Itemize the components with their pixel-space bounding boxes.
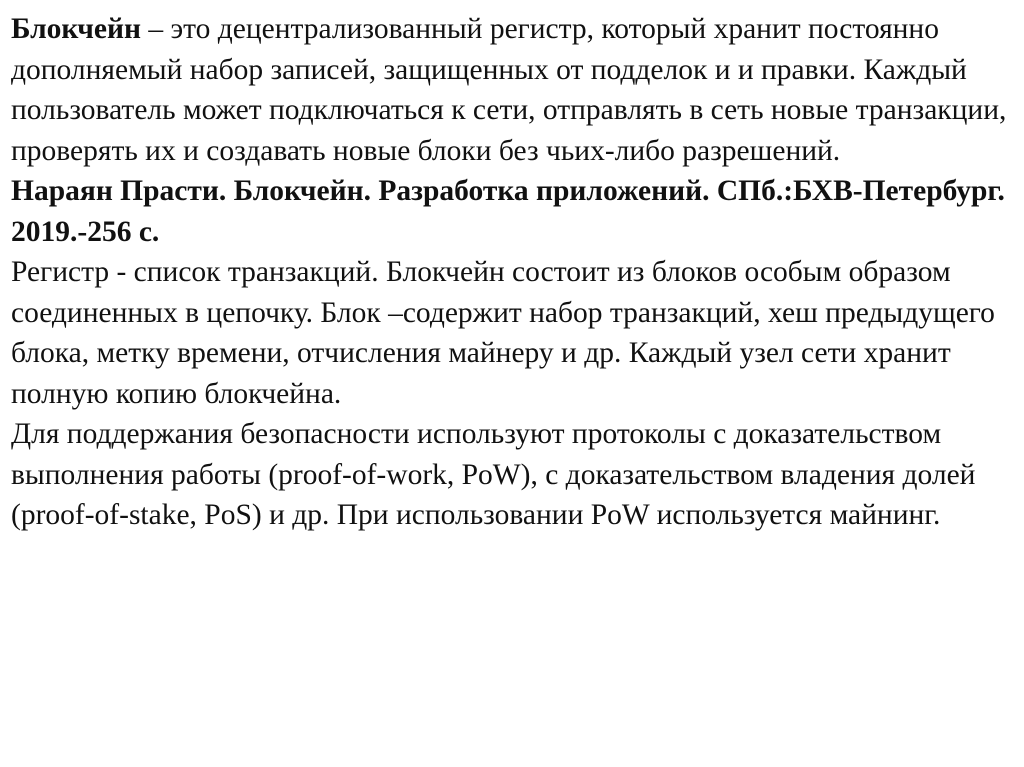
definition-term: Блокчейн bbox=[11, 13, 141, 45]
slide-body bbox=[11, 9, 1016, 536]
definition-paragraph bbox=[11, 9, 1016, 171]
security-paragraph: Для поддержания безопасности используют протоколы с доказательством выполнения работы (proof-of-work, PoW), с доказательством владения долей (proof-of-stake, PoS) и др. При использовании PoW используется майнинг. bbox=[11, 418, 976, 531]
registry-paragraph: Регистр - список транзакций. Блокчейн состоит из блоков особым образом соединенных в цепочку. Блок –содержит набор транзакций, хеш предыдущего блока, метку времени, отчисления майнеру и др. Каждый узел сети хранит полную копию блокчейна. bbox=[11, 256, 995, 410]
citation: Нараян Прасти. Блокчейн. Разработка приложений. СПб.:БХВ-Петербург. 2019.-256 с. bbox=[11, 175, 1005, 248]
definition-text: – это децентрализованный регистр, который хранит постоянно дополняемый набор записей, защищенных от подделок и и правки. Каждый пользователь может подключаться к сети, отправлять в сеть новые транзакции, проверять их и создавать новые блоки без чьих-либо разрешений. bbox=[11, 13, 1007, 167]
